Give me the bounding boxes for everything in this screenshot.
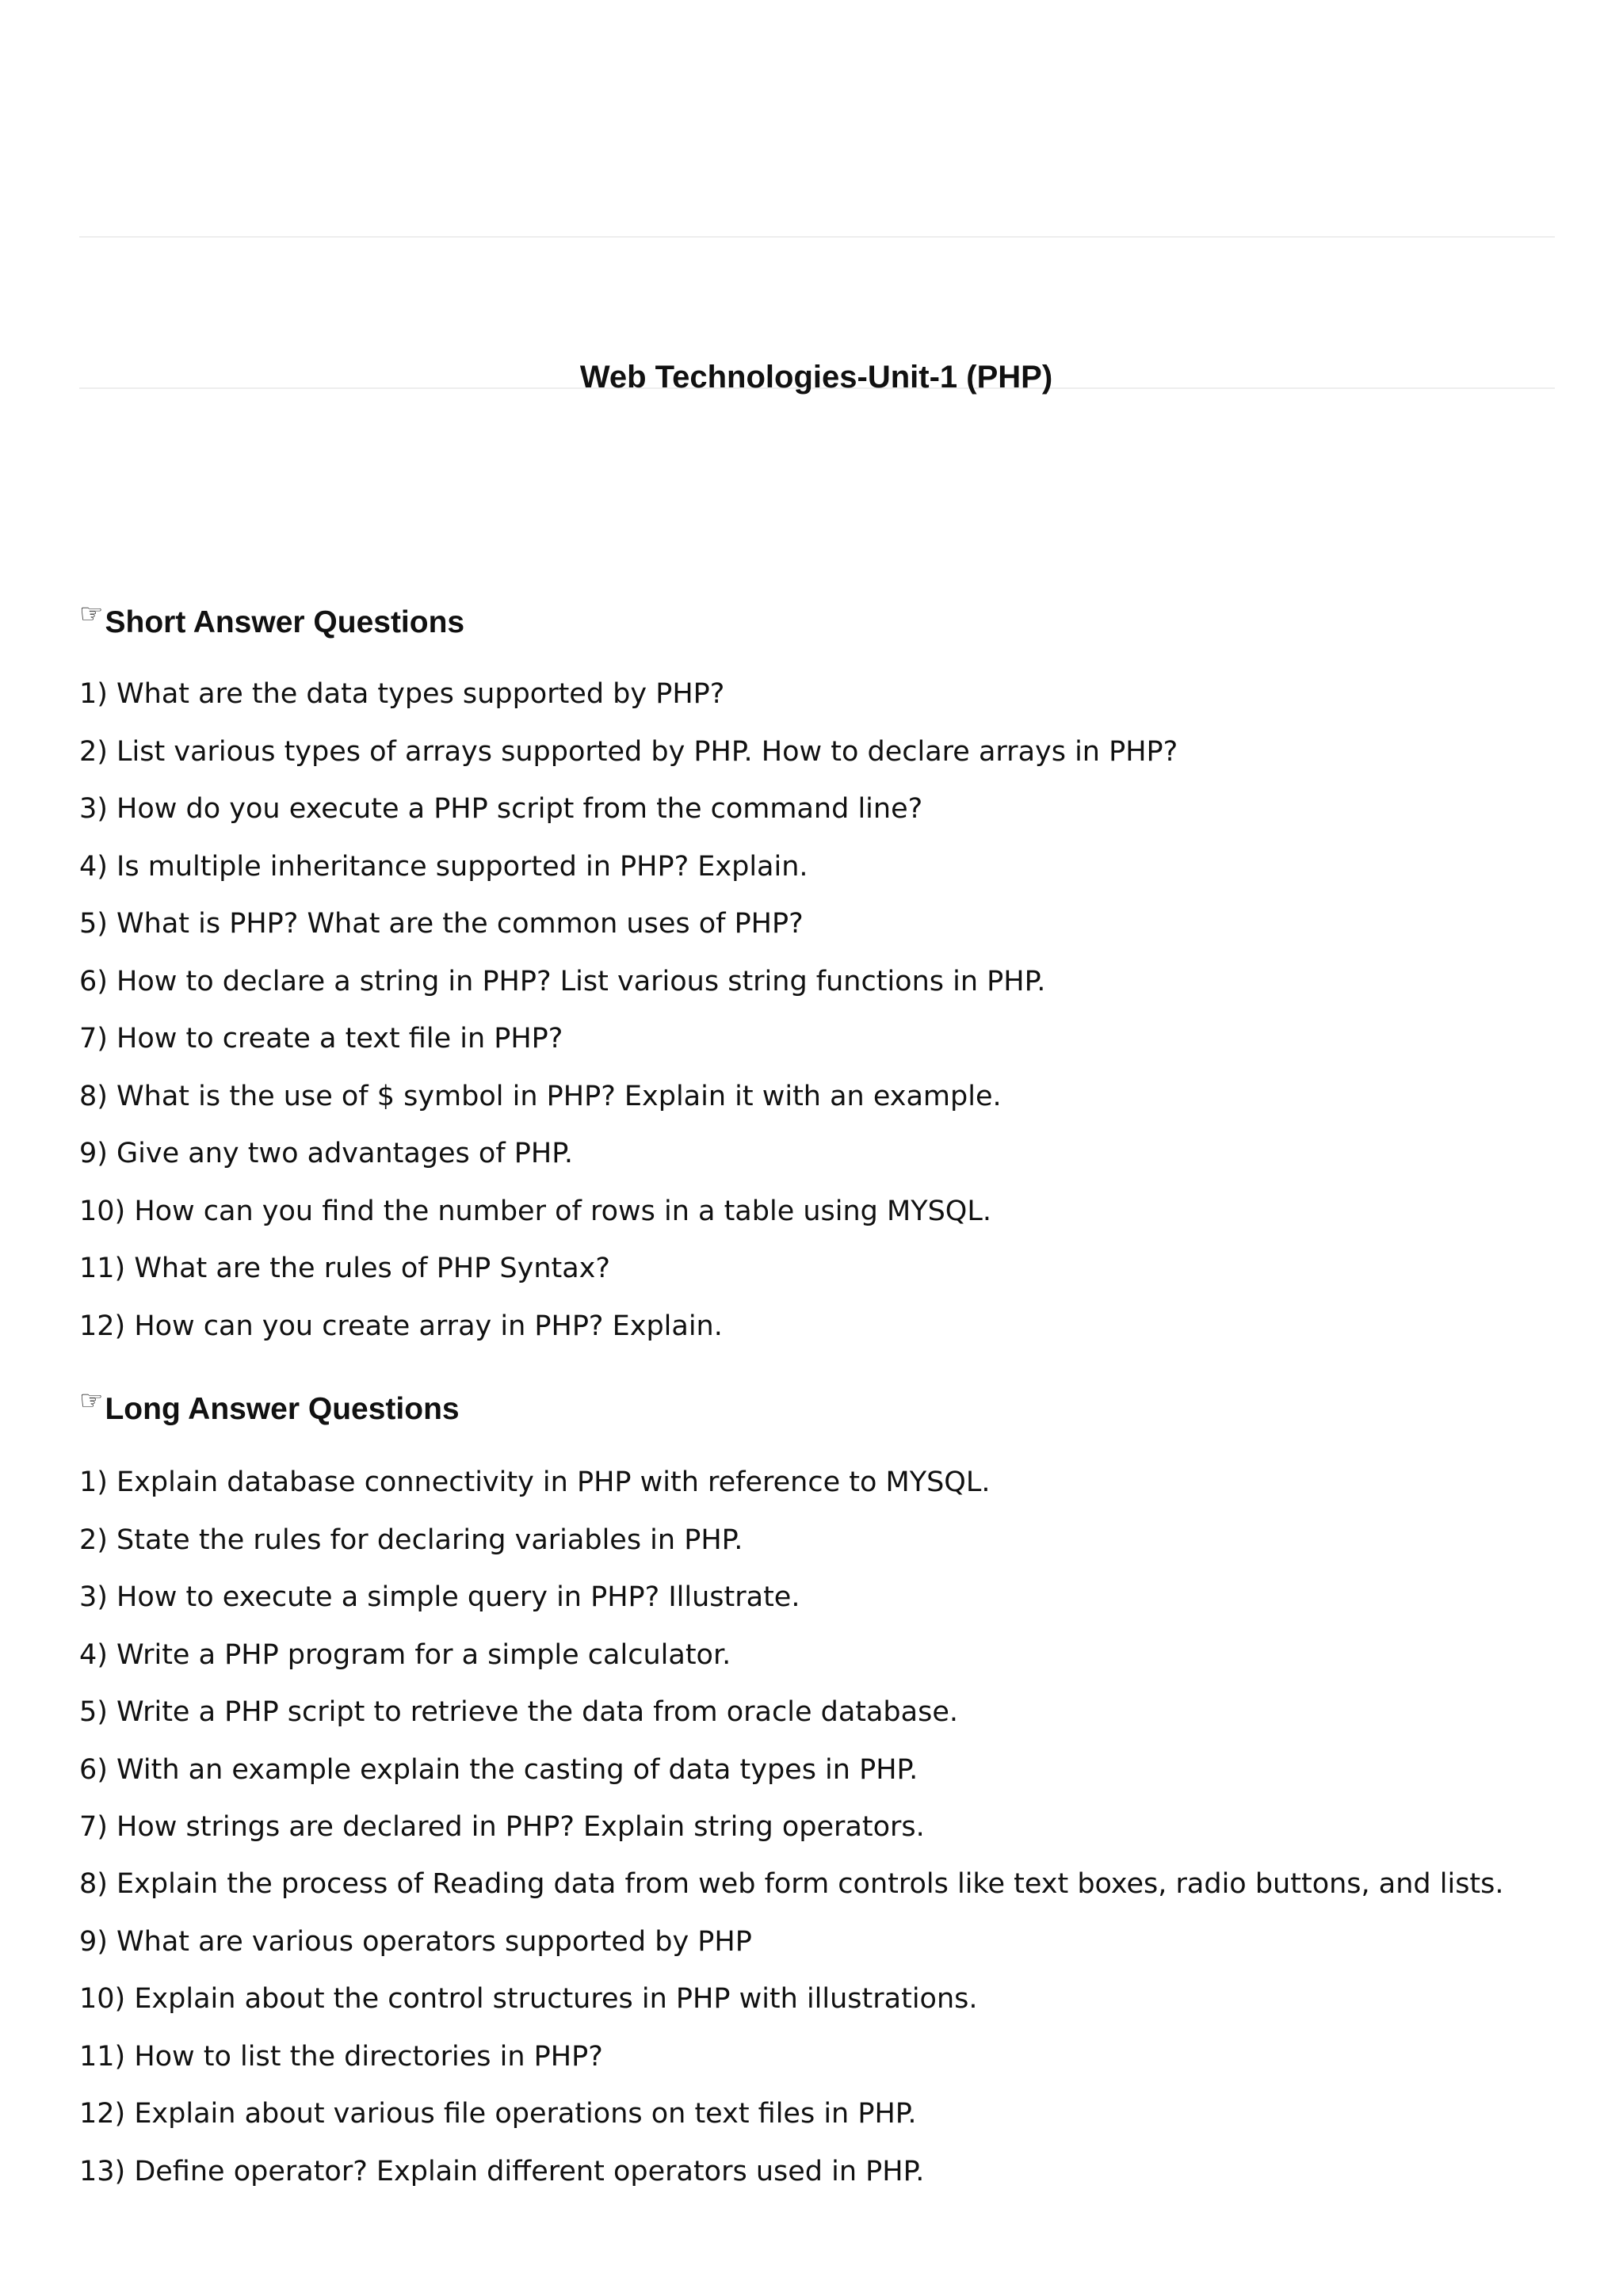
short-answer-list bbox=[79, 675, 1555, 1364]
list-item: 4) Write a PHP program for a simple calculator. bbox=[79, 1638, 731, 1671]
list-item: 11) What are the rules of PHP Syntax? bbox=[79, 1253, 610, 1284]
long-answer-heading bbox=[79, 1385, 460, 1428]
list-item: 13) Define operator? Explain different operators used in PHP. bbox=[79, 2155, 925, 2187]
list-item: 4) Is multiple inheritance supported in PHP? Explain. bbox=[79, 850, 808, 883]
list-item: 5) Write a PHP script to retrieve the data from oracle database. bbox=[79, 1696, 958, 1728]
document-title: Web Technologies-Unit-1 (PHP) bbox=[579, 360, 1053, 395]
list-item: 5) What is PHP? What are the common uses of PHP? bbox=[79, 908, 804, 940]
list-item: 9) What are various operators supported by PHP bbox=[79, 1925, 752, 1958]
list-item: 6) With an example explain the casting of data types in PHP. bbox=[79, 1753, 918, 1786]
list-item: 12) Explain about various file operations on text files in PHP. bbox=[79, 2098, 917, 2130]
list-item: 8) Explain the process of Reading data from web form controls like text boxes, radio buttons, and lists. bbox=[79, 1867, 1504, 1900]
short-answer-heading-label: Short Answer Questions bbox=[105, 605, 465, 639]
list-item: 1) Explain database connectivity in PHP with reference to MYSQL. bbox=[79, 1466, 991, 1498]
list-item: 7) How strings are declared in PHP? Explain string operators. bbox=[79, 1811, 925, 1843]
list-item: 8) What is the use of $ symbol in PHP? Explain it with an example. bbox=[79, 1080, 1002, 1112]
list-item: 6) How to declare a string in PHP? List various string functions in PHP. bbox=[79, 965, 1046, 997]
top-divider bbox=[79, 236, 1555, 238]
pointing-hand-icon: ☞ bbox=[79, 598, 104, 630]
list-item: 3) How to execute a simple query in PHP? Illustrate. bbox=[79, 1581, 800, 1613]
list-item: 12) How can you create array in PHP? Explain. bbox=[79, 1310, 723, 1342]
pointing-hand-icon: ☞ bbox=[79, 1385, 104, 1417]
list-item: 11) How to list the directories in PHP? bbox=[79, 2040, 603, 2073]
long-answer-heading-label: Long Answer Questions bbox=[105, 1392, 460, 1426]
list-item: 2) State the rules for declaring variables in PHP. bbox=[79, 1524, 743, 1556]
short-answer-heading bbox=[79, 598, 465, 642]
list-item: 3) How do you execute a PHP script from the command line? bbox=[79, 793, 923, 825]
list-item: 7) How to create a text file in PHP? bbox=[79, 1023, 563, 1055]
list-item: 9) Give any two advantages of PHP. bbox=[79, 1138, 573, 1169]
list-item: 10) Explain about the control structures in PHP with illustrations. bbox=[79, 1983, 978, 2015]
list-item: 2) List various types of arrays supported by PHP. How to declare arrays in PHP? bbox=[79, 735, 1178, 768]
long-answer-list bbox=[79, 1463, 1555, 2210]
list-item: 1) What are the data types supported by PHP? bbox=[79, 678, 725, 710]
list-item: 10) How can you find the number of rows in a table using MYSQL. bbox=[79, 1195, 991, 1227]
